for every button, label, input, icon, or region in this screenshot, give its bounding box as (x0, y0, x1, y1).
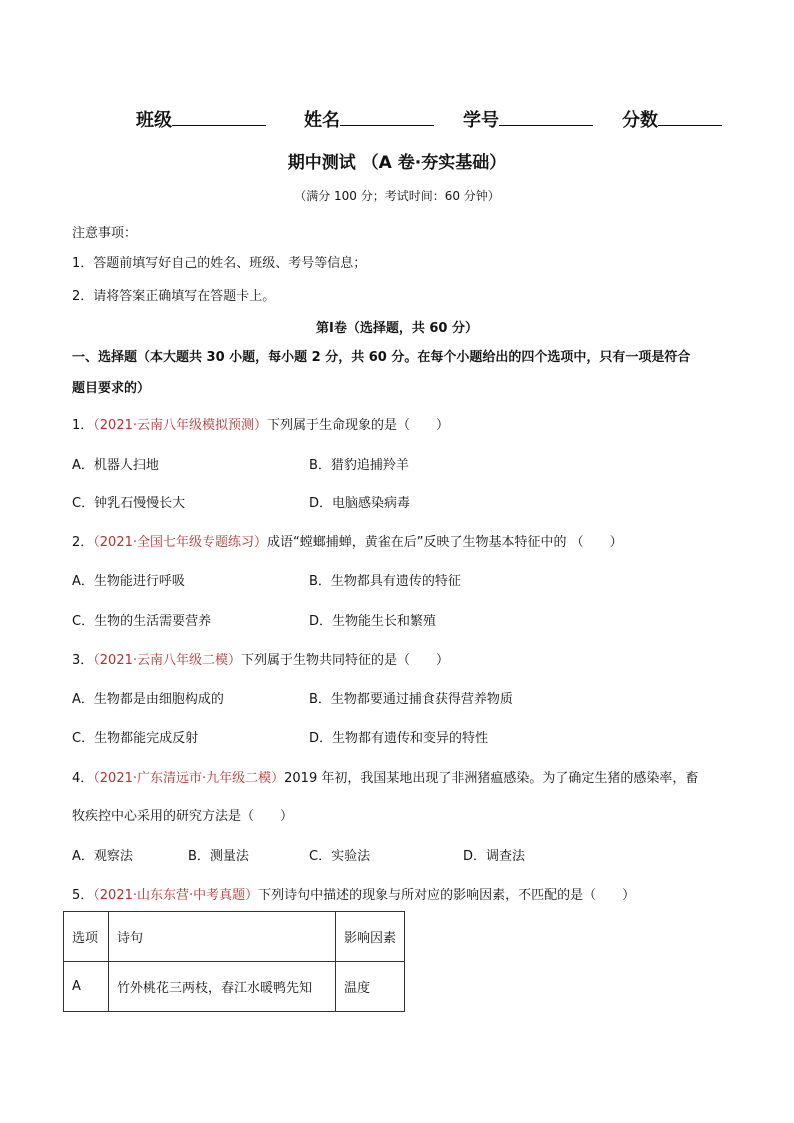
score-field (622, 106, 722, 132)
score-label: 分数 (622, 110, 658, 131)
question-number: 1． (72, 418, 94, 433)
question-number: 4． (72, 771, 94, 786)
question-2 (72, 531, 623, 550)
question-text: 成语“螳螂捕蝉，黄雀在后”反映了生物基本特征中的 （ ） (267, 535, 623, 550)
option-b[interactable]: B．生物都具有遗传的特征 (309, 574, 461, 589)
page-subtitle: （满分 100 分；考试时间：60 分钟） (294, 189, 500, 203)
table-cell: 竹外桃花三两枝，春江水暖鸭先知 (109, 962, 336, 1012)
option-a[interactable]: A．机器人扫地 (72, 458, 159, 473)
question-text: 2019 年初，我国某地出现了非洲猪瘟感染。为了确定生猪的感染率，畜 (284, 771, 699, 786)
question-number: 5． (72, 888, 94, 903)
question-source: （2021·广东清远市·九年级二模） (93, 771, 285, 786)
table-cell: A (64, 962, 109, 1012)
option-c[interactable]: C．生物的生活需要营养 (72, 614, 212, 629)
note-item: 2．请将答案正确填写在答题卡上。 (72, 289, 276, 304)
question-source: （2021·云南八年级二模） (93, 653, 241, 668)
question-text: 下列属于生命现象的是（ ） (267, 418, 450, 433)
option-a[interactable]: A．观察法 (72, 849, 133, 864)
option-d[interactable]: D．生物都有遗传和变异的特性 (309, 731, 489, 746)
score-blank[interactable] (658, 107, 722, 126)
question-1 (72, 414, 449, 433)
question-text-continued: 牧疾控中心采用的研究方法是（ ） (72, 809, 294, 824)
class-label: 班级 (136, 110, 172, 131)
question-text: 下列属于生物共同特征的是（ ） (241, 653, 450, 668)
table-header-cell: 选项 (64, 912, 109, 962)
option-a[interactable]: A．生物都是由细胞构成的 (72, 692, 224, 707)
class-field (136, 106, 266, 132)
question-source: （2021·全国七年级专题练习） (93, 535, 267, 550)
id-label: 学号 (463, 110, 499, 131)
id-field (463, 106, 593, 132)
class-blank[interactable] (172, 107, 266, 126)
note-item: 1．答题前填写好自己的姓名、班级、考号等信息； (72, 256, 367, 271)
question-5-table (63, 911, 405, 1012)
option-d[interactable]: D．电脑感染病毒 (309, 496, 411, 511)
question-text: 下列诗句中描述的现象与所对应的影响因素，不匹配的是（ ） (258, 888, 636, 903)
option-b[interactable]: B．生物都要通过捕食获得营养物质 (309, 692, 513, 707)
option-c[interactable]: C．钟乳石慢慢长大 (72, 496, 186, 511)
table-header-cell: 诗句 (109, 912, 336, 962)
name-field (304, 106, 434, 132)
question-number: 3． (72, 653, 94, 668)
option-a[interactable]: A．生物能进行呼吸 (72, 574, 185, 589)
section-instruction-line1: 一、选择题（本大题共 30 小题，每小题 2 分，共 60 分。在每个小题给出的四个选项中，只有一项是符合 (72, 350, 691, 365)
question-source: （2021·云南八年级模拟预测） (93, 418, 267, 433)
table-cell: 温度 (336, 962, 405, 1012)
page-title: 期中测试 （A 卷·夯实基础） (287, 153, 507, 173)
table-header-row (64, 912, 405, 962)
question-source: （2021·山东东营·中考真题） (93, 888, 259, 903)
question-5 (72, 884, 635, 903)
option-b[interactable]: B．猎豹追捕羚羊 (309, 458, 409, 473)
option-d[interactable]: D．生物能生长和繁殖 (309, 614, 437, 629)
table-header-cell: 影响因素 (336, 912, 405, 962)
option-c[interactable]: C．生物都能完成反射 (72, 731, 199, 746)
name-label: 姓名 (304, 110, 340, 131)
notes-heading: 注意事项： (72, 226, 138, 241)
option-c[interactable]: C．实验法 (309, 849, 371, 864)
option-d[interactable]: D．调查法 (463, 849, 526, 864)
id-blank[interactable] (499, 107, 593, 126)
question-4 (72, 767, 698, 786)
question-3 (72, 649, 449, 668)
name-blank[interactable] (340, 107, 434, 126)
question-number: 2． (72, 535, 94, 550)
table-row (64, 962, 405, 1012)
section-instruction-line2: 题目要求的） (72, 381, 151, 396)
option-b[interactable]: B．测量法 (188, 849, 249, 864)
part1-title: 第Ⅰ卷（选择题，共 60 分） (316, 321, 478, 336)
